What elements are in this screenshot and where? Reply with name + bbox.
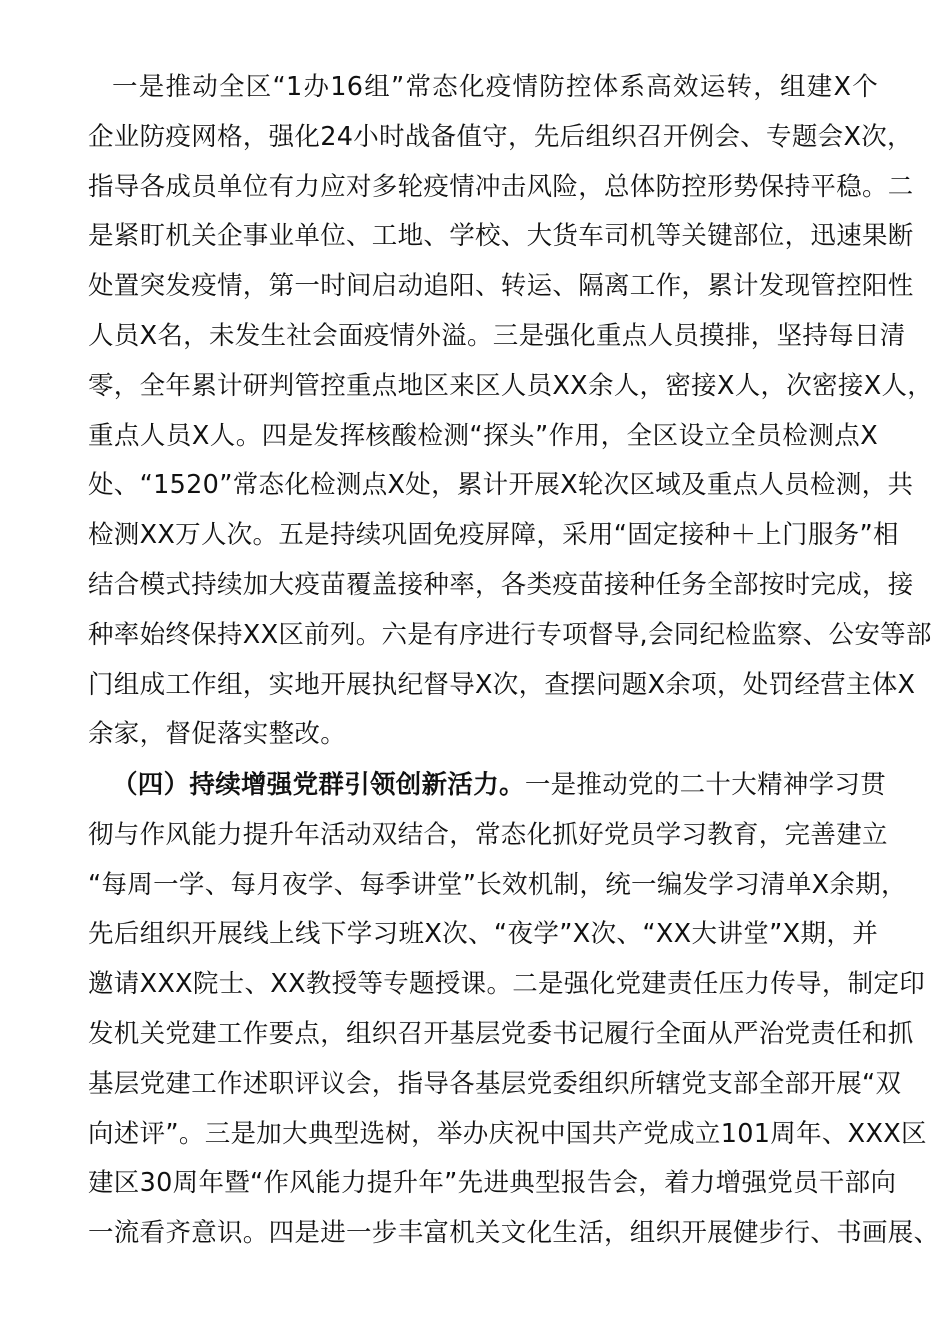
text-line: 种率始终保持XX区前列。六是有序进行专项督导,会同纪检监察、公安等部 [88,619,932,650]
text-line: 重点人员X人。四是发挥核酸检测“探头”作用，全区设立全员检测点X [88,420,878,451]
section-heading: （四）持续增强党群引领创新活力。 [112,770,525,800]
paragraph-epidemic-control [88,63,934,760]
text-line: 零，全年累计研判管控重点地区来区人员XX余人，密接X人，次密接X人， [88,370,934,401]
text-line: 指导各成员单位有力应对多轮疫情冲击风险，总体防控形势保持平稳。二 [88,171,914,202]
text-line: 是紧盯机关企事业单位、工地、学校、大货车司机等关键部位，迅速果断 [88,221,914,252]
text-line: 一流看齐意识。四是进一步丰富机关文化生活，组织开展健步行、书画展、 [88,1218,940,1249]
text-line: 彻与作风能力提升年活动双结合，常态化抓好党员学习教育，完善建立 [88,819,888,850]
text-line: 发机关党建工作要点，组织召开基层党委书记履行全面从严治党责任和抓 [88,1018,914,1049]
text-line: 基层党建工作述职评议会，指导各基层党委组织所辖党支部全部开展“双 [88,1068,902,1099]
paragraph-party-building [88,761,940,1259]
text-line: 余家，督促落实整改。 [88,719,347,750]
text-line: 先后组织开展线上线下学习班X次、“夜学”X次、“XX大讲堂”X期，并 [88,919,878,950]
text-line: 一是推动全区“1办16组”常态化疫情防控体系高效运转，组建X个 [112,72,878,102]
text-line: 检测XX万人次。五是持续巩固免疫屏障，采用“固定接种＋上门服务”相 [88,520,899,551]
text-fragment: 一是推动党的二十大精神学习贯 [524,770,887,800]
text-line: 结合模式持续加大疫苗覆盖接种率，各类疫苗接种任务全部按时完成，接 [88,569,914,600]
text-line: “每周一学、每月夜学、每季讲堂”长效机制，统一编发学习清单X余期， [88,869,907,900]
text-line: 处置突发疫情，第一时间启动追阳、转运、隔离工作，累计发现管控阳性 [88,271,914,302]
text-line: 处、“1520”常态化检测点X处，累计开展X轮次区域及重点人员检测，共 [88,470,914,501]
text-line: 企业防疫网格，强化24小时战备值守，先后组织召开例会、专题会X次， [88,121,913,152]
text-line: 向述评”。三是加大典型选树，举办庆祝中国共产党成立101周年、XXX区 [88,1118,927,1149]
text-line: 建区30周年暨“作风能力提升年”先进典型报告会，着力增强党员干部向 [88,1168,897,1199]
text-line: 门组成工作组，实地开展执纪督导X次，查摆问题X余项，处罚经营主体X [88,669,916,700]
text-line: 邀请XXX院士、XX教授等专题授课。二是强化党建责任压力传导，制定印 [88,969,926,1000]
paragraph-first-line [88,761,887,811]
text-line: 人员X名，未发生社会面疫情外溢。三是强化重点人员摸排，坚持每日清 [88,320,906,351]
